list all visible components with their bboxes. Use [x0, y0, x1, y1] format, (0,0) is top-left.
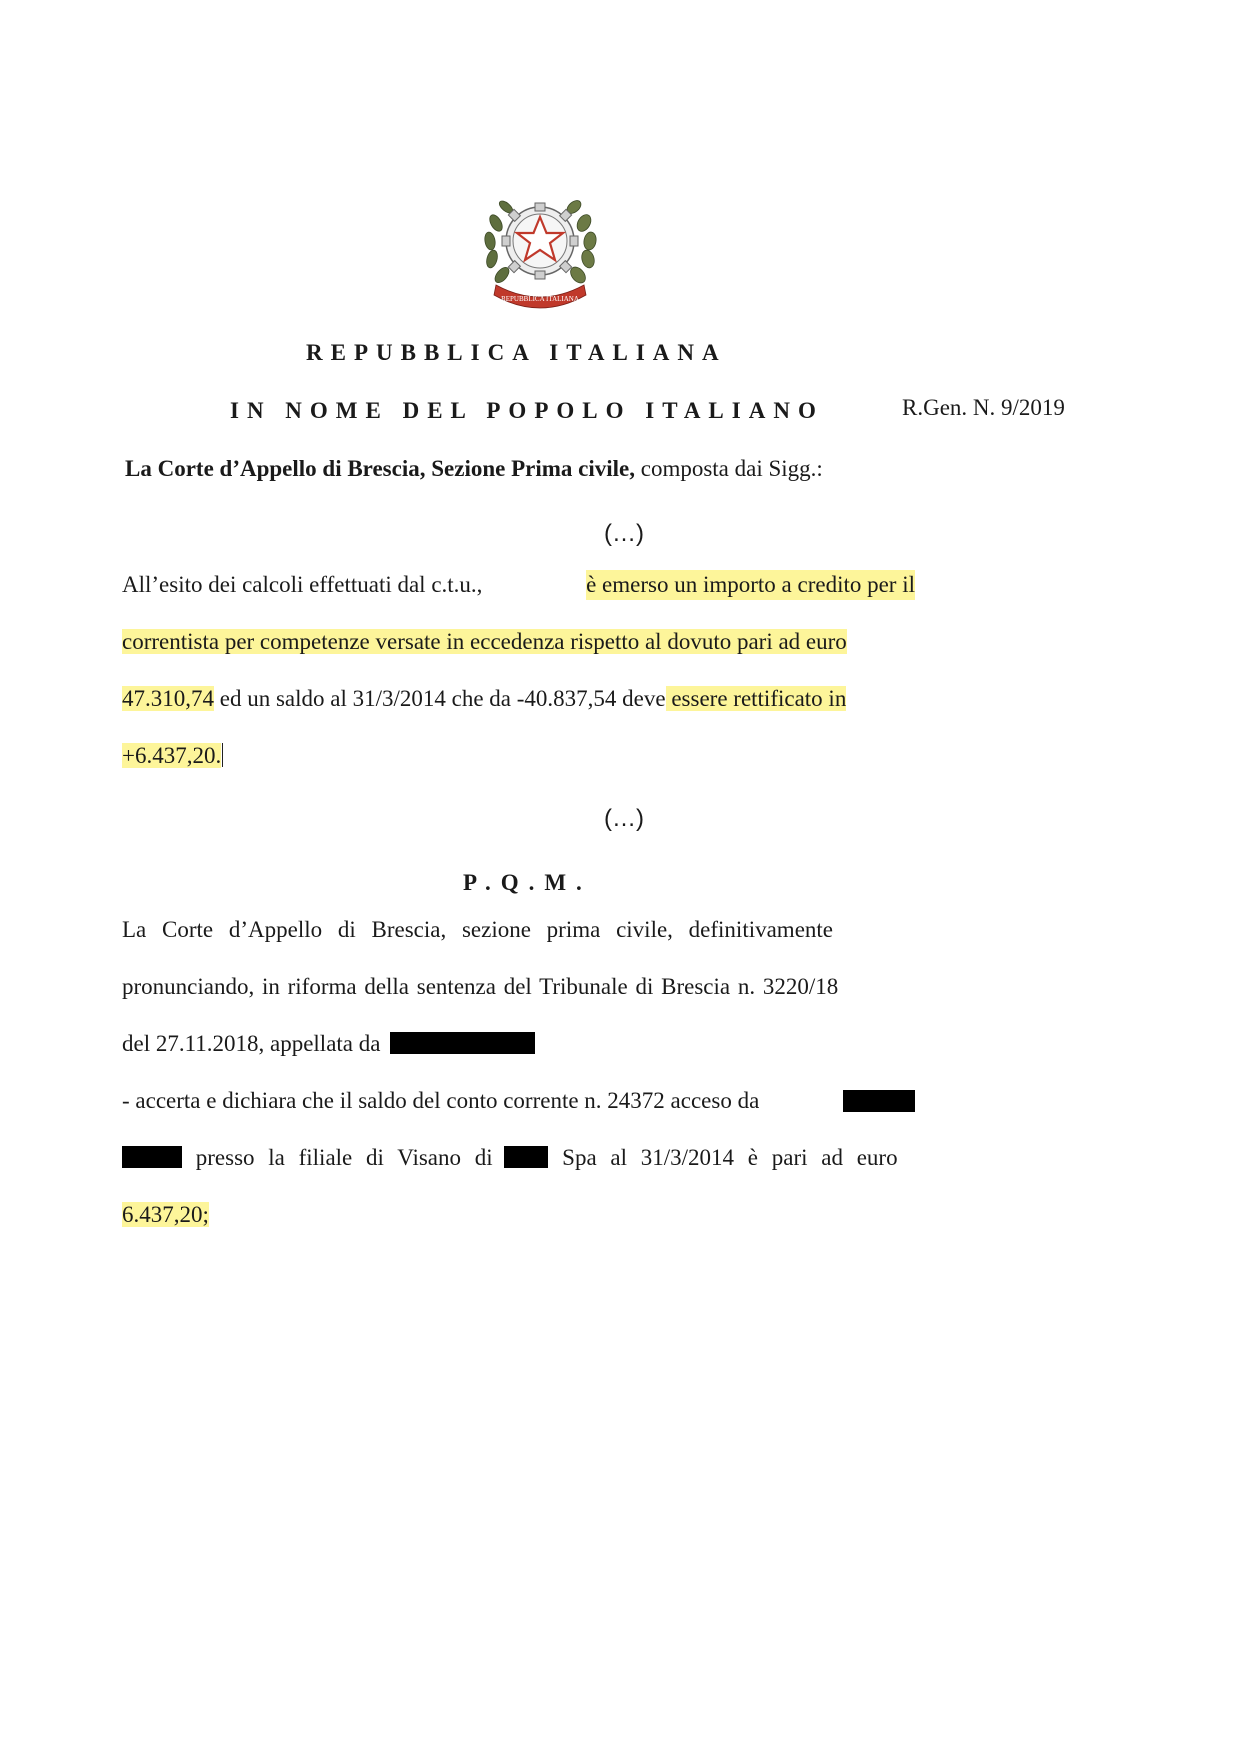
highlighted-amount: 47.310,74 [122, 686, 214, 711]
para2-line5 [122, 1143, 915, 1173]
court-line [125, 456, 823, 482]
page-title: REPUBBLICA ITALIANA [306, 340, 727, 365]
para2-line6 [122, 1200, 915, 1230]
highlighted-text: è emerso un importo a credito per il [586, 570, 915, 600]
para1-text: ed un saldo al 31/3/2014 che da -40.837,54 deve [214, 686, 666, 711]
para1-line2 [122, 627, 915, 657]
court-composition: composta dai Sigg.: [634, 456, 823, 481]
text-cursor [222, 743, 223, 767]
para2-text: del 27.11.2018, appellata da [122, 1031, 381, 1056]
para2-text: presso la filiale di Visano di [195, 1145, 493, 1170]
redaction-box [843, 1090, 915, 1112]
court-name: La Corte d’Appello di Brescia, Sezione Prima civile, [125, 456, 635, 481]
para2-line3 [122, 1029, 915, 1059]
para2-text: La Corte d’Appello di Brescia, sezione prima civile, definitivamente [122, 917, 834, 942]
pqm-heading: P.Q.M. [463, 870, 592, 895]
para2-line1 [122, 915, 915, 945]
omission-mark: (…) [604, 805, 644, 832]
para2-text: pronunciando, in riforma della sentenza del Tribunale di Brescia n. 3220/18 [122, 974, 839, 999]
para1-text: All’esito dei calcoli effettuati dal c.t.u., [122, 572, 489, 597]
highlighted-text: essere rettificato in [665, 686, 847, 711]
para1-line4 [122, 741, 915, 771]
emblem-icon [482, 183, 598, 309]
omission-mark: (…) [604, 520, 644, 547]
para2-text: Spa al 31/3/2014 è pari ad euro [562, 1145, 898, 1170]
redaction-box [122, 1146, 182, 1168]
highlighted-text: correntista per competenze versate in eccedenza rispetto al dovuto pari ad euro [122, 629, 847, 654]
para2-text: - accerta e dichiara che il saldo del conto corrente n. 24372 acceso da [122, 1088, 760, 1113]
emblem-ribbon-text: REPUBBLICA ITALIANA [501, 295, 579, 303]
para2-line2 [122, 972, 915, 1002]
highlighted-amount: +6.437,20. [122, 743, 222, 768]
register-number: R.Gen. N. 9/2019 [902, 395, 1065, 420]
page-subtitle: IN NOME DEL POPOLO ITALIANO [230, 398, 824, 423]
highlighted-amount: 6.437,20; [122, 1202, 209, 1227]
redaction-box [390, 1032, 535, 1054]
para1-line1 [122, 570, 915, 600]
repubblica-italiana-emblem [482, 183, 598, 309]
redaction-box [504, 1146, 548, 1168]
para2-line4 [122, 1086, 915, 1116]
para1-line3 [122, 684, 915, 714]
